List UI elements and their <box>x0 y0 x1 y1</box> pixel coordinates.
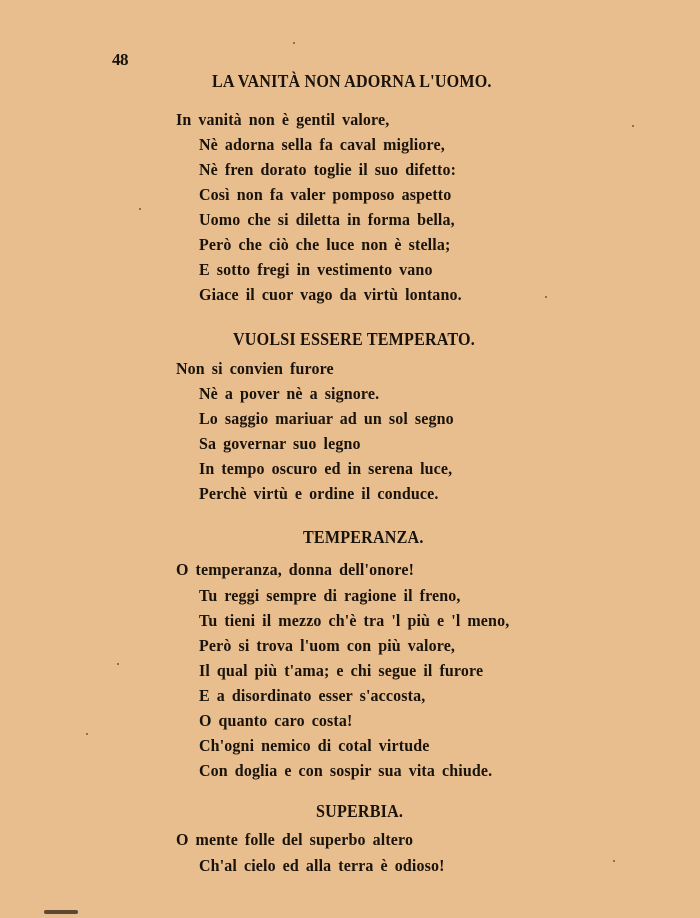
verse-line: E sotto fregi in vestimento vano <box>199 260 433 279</box>
paper-speck <box>86 733 88 735</box>
verse-line: O mente folle del superbo altero <box>176 830 414 849</box>
verse-line: Così non fa valer pomposo aspetto <box>199 185 452 204</box>
verse-line: Il qual più t'ama; e chi segue il furore <box>199 661 484 680</box>
paper-speck <box>545 296 547 298</box>
verse-line: Nè adorna sella fa caval migliore, <box>199 135 445 154</box>
verse-line: O quanto caro costa! <box>199 711 353 730</box>
paper-speck <box>293 42 295 44</box>
section-title-temperato: VUOLSI ESSERE TEMPERATO. <box>233 329 475 349</box>
verse-line: Nè fren dorato toglie il suo difetto: <box>199 160 457 179</box>
section-title-temperanza: TEMPERANZA. <box>303 527 424 547</box>
paper-speck <box>632 125 634 127</box>
verse-line: O temperanza, donna dell'onore! <box>176 560 415 579</box>
paper-speck <box>613 860 615 862</box>
verse-line: E a disordinato esser s'accosta, <box>199 686 426 705</box>
verse-line: Però si trova l'uom con più valore, <box>199 636 456 655</box>
verse-line: In vanità non è gentil valore, <box>176 110 390 129</box>
verse-line: Non si convien furore <box>176 359 334 378</box>
page-edge-mark <box>44 910 78 914</box>
verse-line: Lo saggio mariuar ad un sol segno <box>199 409 454 428</box>
verse-line: Perchè virtù e ordine il conduce. <box>199 484 439 503</box>
verse-line: Tu reggi sempre di ragione il freno, <box>199 586 461 605</box>
verse-line: Tu tieni il mezzo ch'è tra 'l più e 'l meno, <box>199 611 510 630</box>
verse-line: Ch'ogni nemico di cotal virtude <box>199 736 430 755</box>
verse-line: Con doglia e con sospir sua vita chiude. <box>199 761 493 780</box>
verse-line: Ch'al cielo ed alla terra è odioso! <box>199 856 445 875</box>
section-title-superbia: SUPERBIA. <box>316 801 404 821</box>
verse-line: Giace il cuor vago da virtù lontano. <box>199 285 462 304</box>
verse-line: Nè a pover nè a signore. <box>199 384 380 403</box>
paper-speck <box>139 208 141 210</box>
verse-line: Sa governar suo legno <box>199 434 361 453</box>
verse-line: In tempo oscuro ed in serena luce, <box>199 459 453 478</box>
page-number: 48 <box>112 50 128 69</box>
paper-speck <box>117 663 119 665</box>
verse-line: Però che ciò che luce non è stella; <box>199 235 451 254</box>
verse-line: Uomo che si diletta in forma bella, <box>199 210 455 229</box>
section-title-vanita: LA VANITÀ NON ADORNA L'UOMO. <box>212 71 492 91</box>
